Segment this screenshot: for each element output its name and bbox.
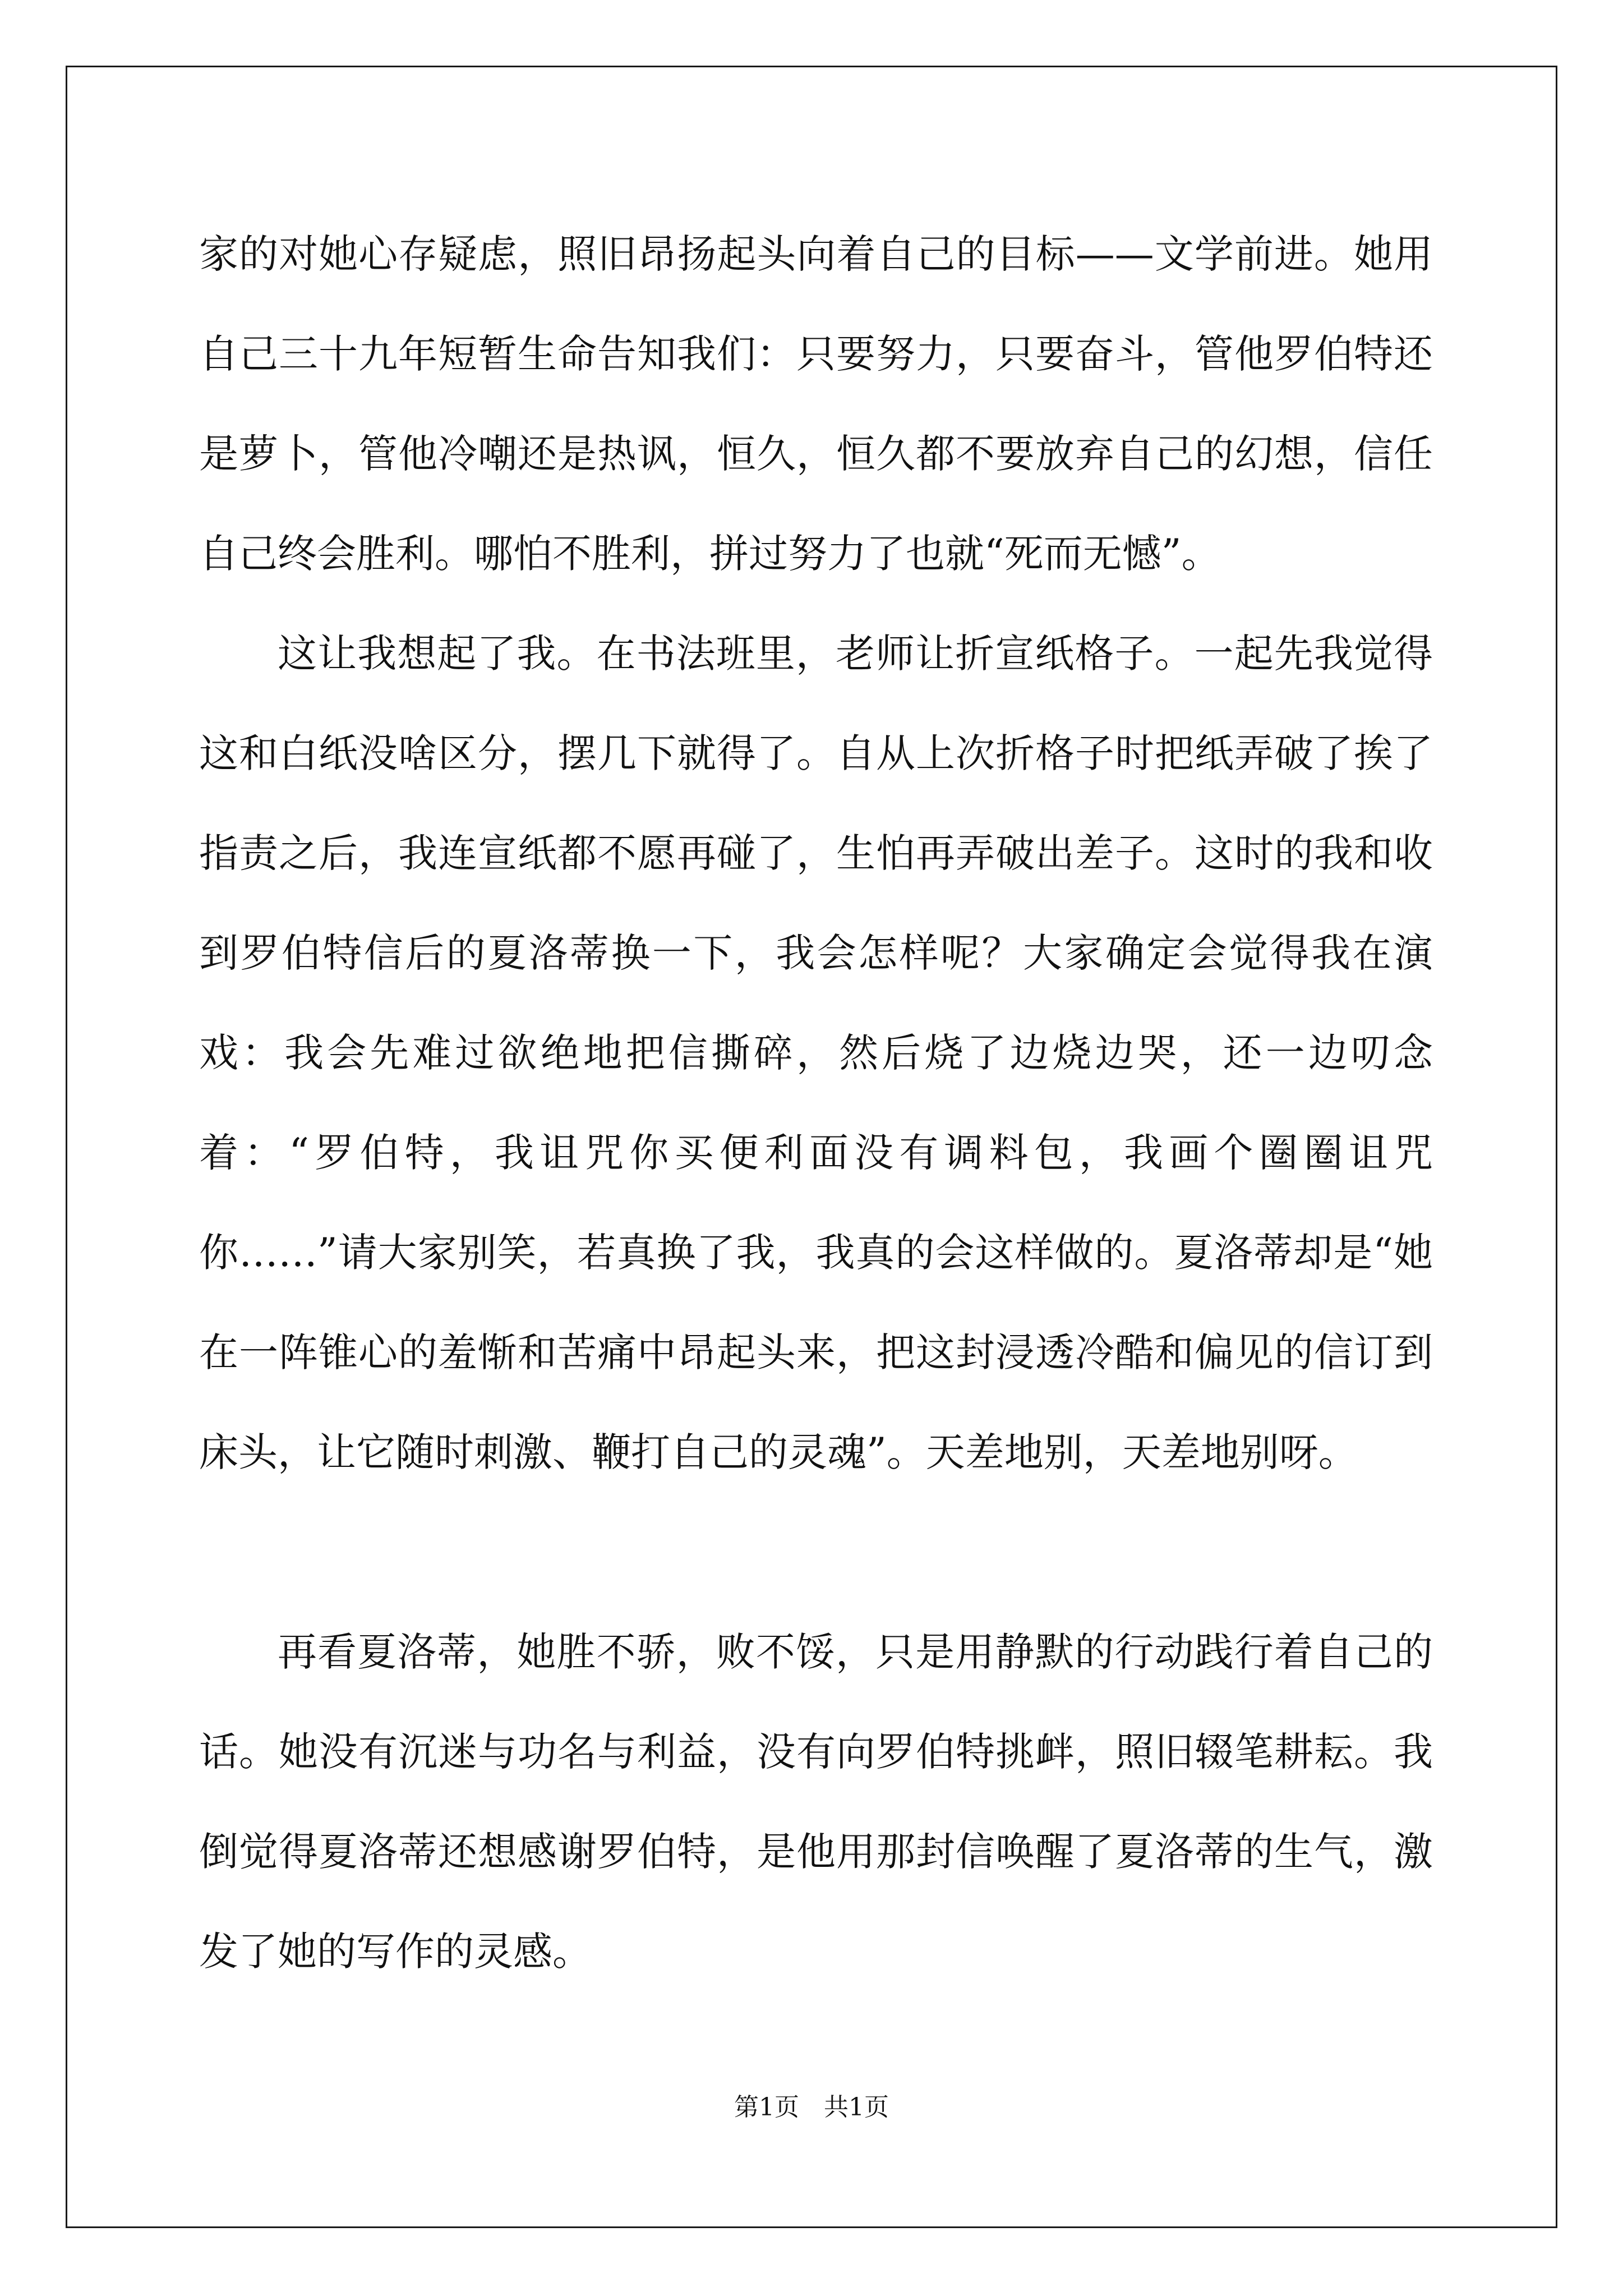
paragraph-3: 再看夏洛蒂，她胜不骄，败不馁，只是用静默的行动践行着自己的话。她没有沉迷与功名与利益，没有向罗伯特挑衅，照旧辍笔耕耘。我倒觉得夏洛蒂还想感谢罗伯特，是他用那封信唤醒了夏洛蒂的生气，激发了她的写作的灵感。 [199,1629,1433,1975]
paragraph-2-container [199,604,1433,1502]
paragraph-2: 这让我想起了我。在书法班里，老师让折宣纸格子。一起先我觉得这和白纸没啥区分，摆几下就得了。自从上次折格子时把纸弄破了挨了指责之后，我连宣纸都不愿再碰了，生怕再弄破出差子。这时的我和收到罗伯特信后的夏洛蒂换一下，我会怎样呢？大家确定会觉得我在演戏：我会先难过欲绝地把信撕碎，然后烧了边烧边哭，还一边叨念着：“罗伯特，我诅咒你买便利面没有调料包，我画个圈圈诅咒你……”请大家别笑，若真换了我，我真的会这样做的。夏洛蒂却是“她在一阵锥心的羞惭和苦痛中昂起头来，把这封浸透冷酷和偏见的信订到床头，让它随时刺激、鞭打自己的灵魂”。天差地别，天差地别呀。 [199,631,1433,1475]
page-number-footer: 第1页 共1页 [734,2093,889,2122]
paragraph-1-container [199,204,1433,604]
paragraph-1: 家的对她心存疑虑，照旧昂扬起头向着自己的目标——文学前进。她用自己三十九年短暂生命告知我们：只要努力，只要奋斗，管他罗伯特还是萝卜，管他冷嘲还是热讽，恒久，恒久都不要放弃自己的幻想，信任自己终会胜利。哪怕不胜利，拼过努力了也就“死而无憾”。 [199,231,1433,577]
paragraph-3-container [199,1602,1433,2001]
